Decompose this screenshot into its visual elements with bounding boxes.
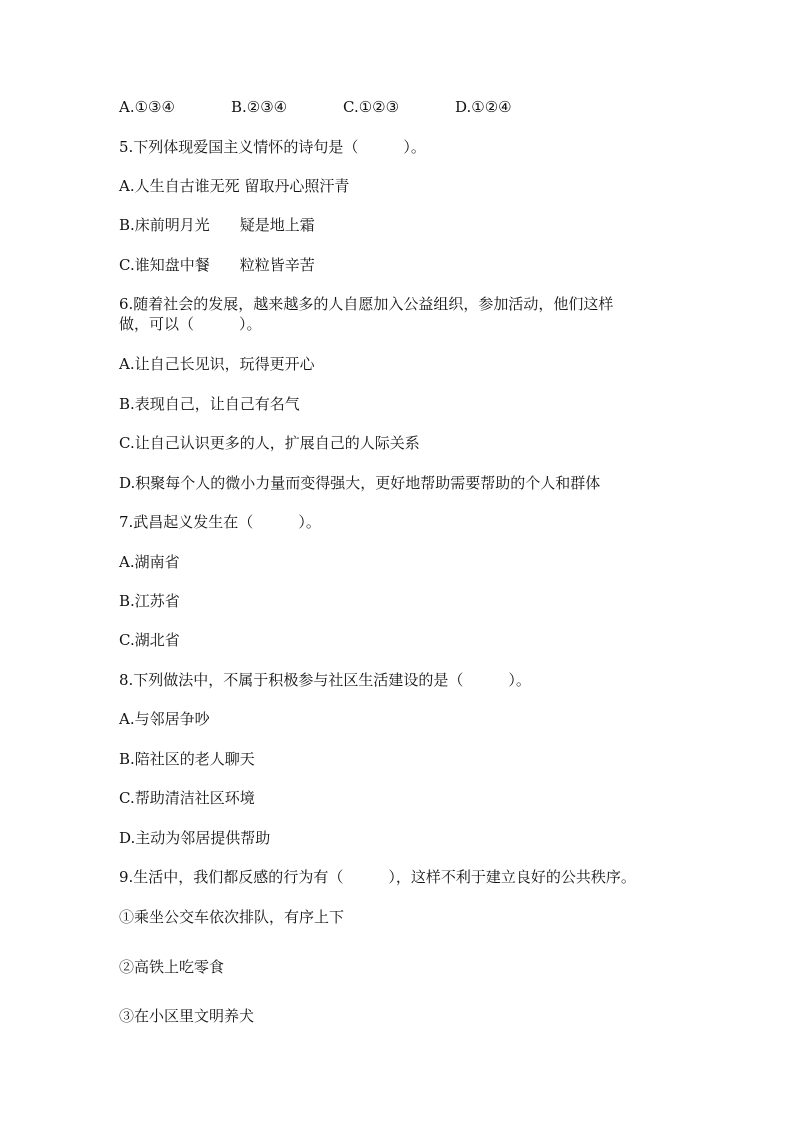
q7-question: 7.武昌起义发生在（ ）。 — [119, 513, 321, 531]
q6-option-a: A.让自己长见识，玩得更开心 — [119, 355, 315, 373]
q4-option-a: A.①③④ — [119, 98, 175, 116]
q5-option-a: A.人生自古谁无死 留取丹心照汗青 — [119, 177, 350, 195]
q5-option-c: C.谁知盘中餐 粒粒皆辛苦 — [119, 256, 315, 274]
q4-option-d: D.①②④ — [455, 98, 512, 116]
q8-option-a: A.与邻居争吵 — [119, 710, 210, 728]
q8-option-c: C.帮助清洁社区环境 — [119, 789, 255, 807]
q4-option-c: C.①②③ — [343, 98, 400, 116]
q8-option-d: D.主动为邻居提供帮助 — [119, 829, 271, 847]
q4-options-row — [119, 97, 679, 117]
q6-question-line2: 做，可以（ ）。 — [119, 315, 262, 333]
q7-option-c: C.湖北省 — [119, 631, 180, 649]
q8-question: 8.下列做法中，不属于积极参与社区生活建设的是（ ）。 — [119, 671, 531, 689]
q7-option-a: A.湖南省 — [119, 553, 180, 571]
q6-question-line1: 6.随着社会的发展，越来越多的人自愿加入公益组织，参加活动，他们这样 — [119, 295, 614, 313]
q5-question: 5.下列体现爱国主义情怀的诗句是（ ）。 — [119, 138, 426, 156]
q4-option-b: B.②③④ — [231, 98, 288, 116]
q6-option-c: C.让自己认识更多的人，扩展自己的人际关系 — [119, 434, 420, 452]
q9-item-3: ③在小区里文明养犬 — [119, 1007, 255, 1025]
q5-option-b: B.床前明月光 疑是地上霜 — [119, 216, 315, 234]
q8-option-b: B.陪社区的老人聊天 — [119, 750, 255, 768]
q7-option-b: B.江苏省 — [119, 592, 180, 610]
q9-item-2: ②高铁上吃零食 — [119, 958, 225, 976]
q6-option-b: B.表现自己，让自己有名气 — [119, 395, 300, 413]
q9-item-1: ①乘坐公交车依次排队，有序上下 — [119, 908, 345, 926]
q6-option-d: D.积聚每个人的微小力量而变得强大，更好地帮助需要帮助的个人和群体 — [119, 474, 601, 492]
q9-question: 9.生活中，我们都反感的行为有（ ），这样不利于建立良好的公共秩序。 — [119, 868, 636, 886]
